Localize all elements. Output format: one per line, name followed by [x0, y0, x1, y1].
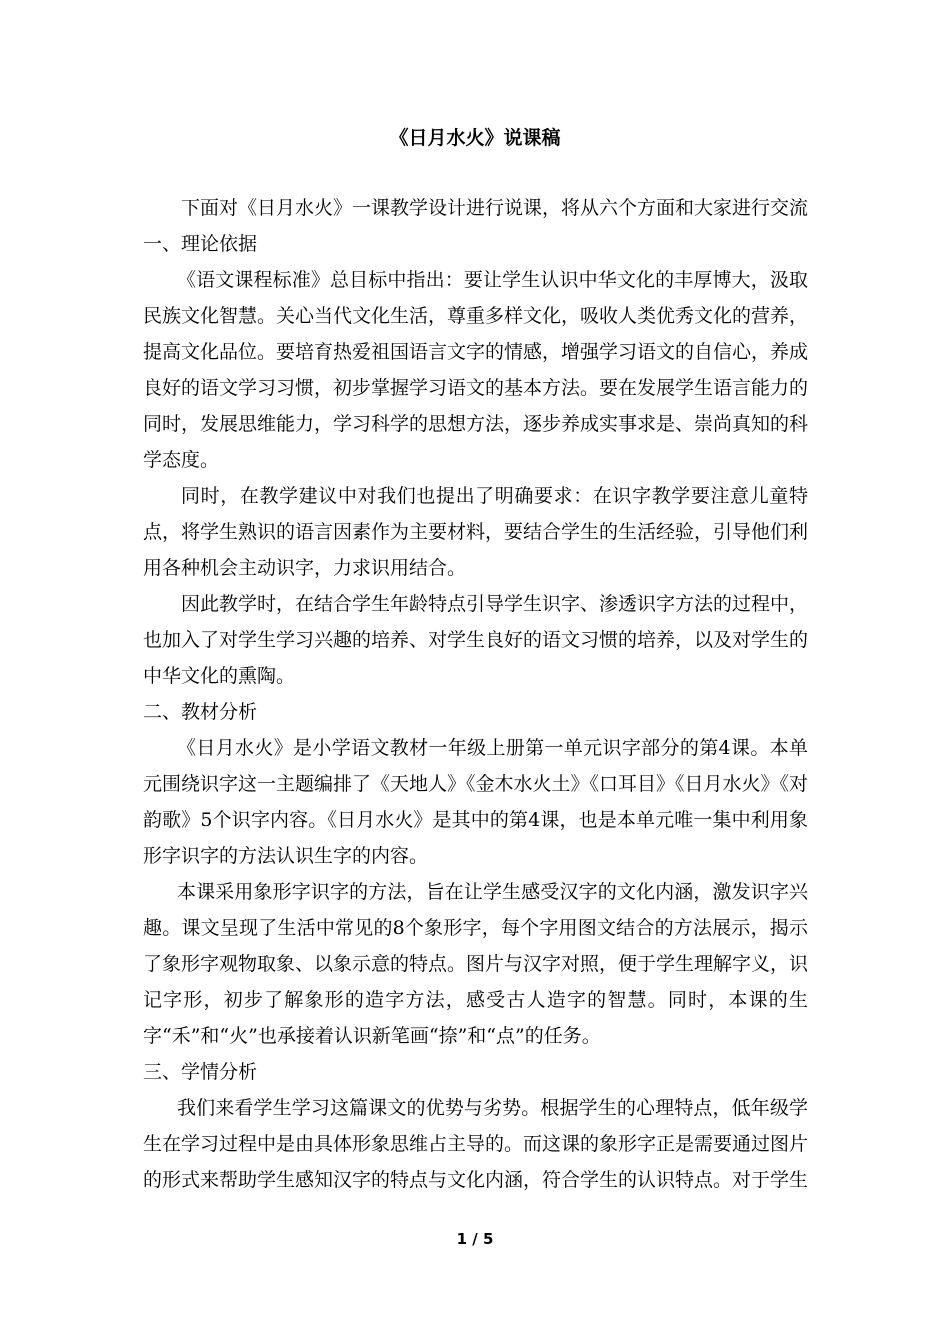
- page-number: 1 / 5: [456, 1230, 494, 1248]
- paragraph-therefore: 因此教学时，在结合学生年龄特点引导学生识字、渗透识字方法的过程中，也加入了对学生学习兴趣的培养、对学生良好的语文习惯的培养，以及对学生的中华文化的熏陶。: [143, 593, 809, 687]
- paragraph-textbook-unit: 《日月水火》是小学语文教材一年级上册第一单元识字部分的第4课。本单元围绕识字这一主题编排了《天地人》《金木水火土》《口耳目》《日月水火》《对韵歌》5个识字内容。《日月水火》是其中的第4课，也是本单元唯一集中利用象形字识字的方法认识生字的内容。: [143, 737, 809, 867]
- document-body: [143, 190, 808, 1198]
- section-heading-textbook: 二、教材分析: [143, 701, 258, 723]
- section-heading-theory: 一、理论依据: [143, 233, 258, 255]
- paragraph-pictographs: 本课采用象形字识字的方法，旨在让学生感受汉字的文化内涵，激发识字兴趣。课文呈现了生活中常见的8个象形字，每个字用图文结合的方法展示，揭示了象形字观物取象、以象示意的特点。图片与汉字对照，便于学生理解字义，识记字形，初步了解象形的造字方法，感受古人造字的智慧。同时，本课的生字“禾”和“火”也承接着认识新笔画“捺”和“点”的任务。: [143, 881, 809, 1047]
- paragraph-standards: 《语文课程标准》总目标中指出：要让学生认识中华文化的丰厚博大，汲取民族文化智慧。关心当代文化生活，尊重多样文化，吸收人类优秀文化的营养，提高文化品位。要培育热爱祖国语言文字的情感，增强学习语文的自信心，养成良好的语文学习习惯，初步掌握学习语文的基本方法。要在发展学生语言能力的同时，发展思维能力，学习科学的思想方法，逐步养成实事求是、崇尚真知的科学态度。: [143, 269, 809, 471]
- paragraph-learners: 我们来看学生学习这篇课文的优势与劣势。根据学生的心理特点，低年级学生在学习过程中是由具体形象思维占主导的。而这课的象形字正是需要通过图片的形式来帮助学生感知汉字的特点与文化内涵，符合学生的认识特点。对于学生: [143, 1097, 809, 1191]
- intro-paragraph: 下面对《日月水火》一课教学设计进行说课，将从六个方面和大家进行交流: [181, 197, 809, 219]
- paragraph-requirements: 同时，在教学建议中对我们也提出了明确要求：在识字教学要注意儿童特点，将学生熟识的语言因素作为主要材料，要结合学生的生活经验，引导他们利用各种机会主动识字，力求识用结合。: [143, 485, 809, 579]
- section-heading-learners: 三、学情分析: [143, 1061, 258, 1083]
- document-title: 《日月水火》说课稿: [389, 127, 561, 149]
